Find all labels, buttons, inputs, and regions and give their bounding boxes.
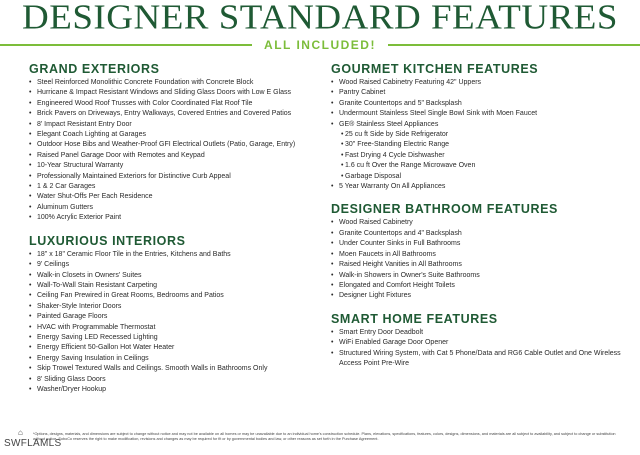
list-item: • Energy Saving LED Recessed Lighting	[29, 333, 324, 343]
grand-exteriors-list	[29, 78, 324, 224]
list-item: • WiFi Enabled Garage Door Opener	[331, 338, 636, 348]
list-item: • Professionally Maintained Exteriors for Distinctive Curb Appeal	[29, 172, 324, 182]
list-item: • 8' Sliding Glass Doors	[29, 375, 324, 385]
list-item: • Shaker-Style Interior Doors	[29, 302, 324, 312]
list-item: • 25 cu ft Side by Side Refrigerator	[331, 130, 636, 140]
list-item: • Skip Trowel Textured Walls and Ceilings. Smooth Walls in Bathrooms Only	[29, 364, 324, 374]
list-item: • 18" x 18" Ceramic Floor Tile in the Entries, Kitchens and Baths	[29, 250, 324, 260]
list-item: • 100% Acrylic Exterior Paint	[29, 213, 324, 223]
list-item: • 5 Year Warranty On All Appliances	[331, 182, 636, 192]
list-item: • Designer Light Fixtures	[331, 291, 636, 301]
list-item: • Pantry Cabinet	[331, 88, 636, 98]
smart-home-list	[331, 328, 636, 370]
list-item: • Undermount Stainless Steel Single Bowl Sink with Moen Faucet	[331, 109, 636, 119]
list-item: • 1 & 2 Car Garages	[29, 182, 324, 192]
divider-right	[388, 44, 640, 46]
list-item: • 30" Free-Standing Electric Range	[331, 140, 636, 150]
list-item: • Elongated and Comfort Height Toilets	[331, 281, 636, 291]
list-item: • GE® Stainless Steel Appliances	[331, 120, 636, 130]
list-item: • 10-Year Structural Warranty	[29, 161, 324, 171]
list-item: • Wood Raised Cabinetry	[331, 218, 636, 228]
list-item: • Fast Drying 4 Cycle Dishwasher	[331, 151, 636, 161]
list-item: • Structured Wiring System, with Cat 5 Phone/Data and RG6 Cable Outlet and One Wireless Access Point Pre-Wire	[331, 349, 636, 370]
list-item: • 9' Ceilings	[29, 260, 324, 270]
list-item: • Washer/Dryer Hookup	[29, 385, 324, 395]
section-heading-designer-bathroom: DESIGNER BATHROOM FEATURES	[331, 202, 558, 217]
list-item: • HVAC with Programmable Thermostat	[29, 323, 324, 333]
list-item: • Raised Height Vanities in All Bathrooms	[331, 260, 636, 270]
list-item: • Raised Panel Garage Door with Remotes and Keypad	[29, 151, 324, 161]
list-item: • Wall-To-Wall Stain Resistant Carpeting	[29, 281, 324, 291]
divider-left	[0, 44, 252, 46]
left-column	[29, 62, 324, 395]
gourmet-kitchen-list	[331, 78, 636, 192]
list-item: • Aluminum Gutters	[29, 203, 324, 213]
list-item: • Ceiling Fan Prewired in Great Rooms, Bedrooms and Patios	[29, 291, 324, 301]
list-item: • Water Shut-Offs Per Each Residence	[29, 192, 324, 202]
list-item: • Walk-in Closets in Owners' Suites	[29, 271, 324, 281]
list-item: • 8' Impact Resistant Entry Door	[29, 120, 324, 130]
section-heading-gourmet-kitchen: GOURMET KITCHEN FEATURES	[331, 62, 539, 76]
section-heading-smart-home: SMART HOME FEATURES	[331, 311, 498, 326]
list-item: • Moen Faucets in All Bathrooms	[331, 250, 636, 260]
page-title: DESIGNER STANDARD FEATURES	[22, 0, 618, 38]
subtitle: ALL INCLUDED!	[264, 38, 376, 52]
list-item: • Wood Raised Cabinetry Featuring 42" Uppers	[331, 78, 636, 88]
list-item: • Steel Reinforced Monolithic Concrete Foundation with Concrete Block	[29, 78, 324, 88]
list-item: • Energy Saving Insulation in Ceilings	[29, 354, 324, 364]
disclaimer-text: *Options, designs, materials, and dimensions are subject to change without notice and may not be available on all homes or may be unavailable due to an individual home's construction schedule. Plans, elevations, specifications, features, colors, designs, dimensions, and materials are all subject to availability, and subject to change or substitution without notice. SoboCo reserves the right to make modification, revisions and changes as may be required for fit or by governmental bodies and law, or other reasons as set forth in the Purchase Agreement.	[33, 432, 616, 441]
section-heading-luxurious-interiors: LUXURIOUS INTERIORS	[29, 233, 186, 248]
list-item: • Engineered Wood Roof Trusses with Color Coordinated Flat Roof Tile	[29, 99, 324, 109]
list-item: • Walk-in Showers in Owner's Suite Bathrooms	[331, 271, 636, 281]
list-item: • Energy Efficient 50-Gallon Hot Water Heater	[29, 343, 324, 353]
section-heading-grand-exteriors: GRAND EXTERIORS	[29, 62, 160, 76]
list-item: • Outdoor Hose Bibs and Weather-Proof GFI Electrical Outlets (Patio, Garage, Entry)	[29, 140, 324, 150]
equal-housing-icon: ⌂	[18, 428, 24, 437]
mls-logo-text: SWFLAMLS	[4, 438, 62, 449]
list-item: • Brick Pavers on Driveways, Entry Walkways, Covered Entries and Covered Patios	[29, 109, 324, 119]
right-column	[331, 62, 636, 369]
subtitle-row	[0, 37, 640, 53]
list-item: • Elegant Coach Lighting at Garages	[29, 130, 324, 140]
list-item: • Smart Entry Door Deadbolt	[331, 328, 636, 338]
list-item: • Hurricane & Impact Resistant Windows and Sliding Glass Doors with Low E Glass	[29, 88, 324, 98]
list-item: • Granite Countertops and 4" Backsplash	[331, 229, 636, 239]
list-item: • Painted Garage Floors	[29, 312, 324, 322]
list-item: • Under Counter Sinks in Full Bathrooms	[331, 239, 636, 249]
list-item: • Granite Countertops and 5" Backsplash	[331, 99, 636, 109]
list-item: • 1.6 cu ft Over the Range Microwave Oven	[331, 161, 636, 171]
designer-bathroom-list	[331, 218, 636, 301]
luxurious-interiors-list	[29, 250, 324, 396]
list-item: • Garbage Disposal	[331, 172, 636, 182]
